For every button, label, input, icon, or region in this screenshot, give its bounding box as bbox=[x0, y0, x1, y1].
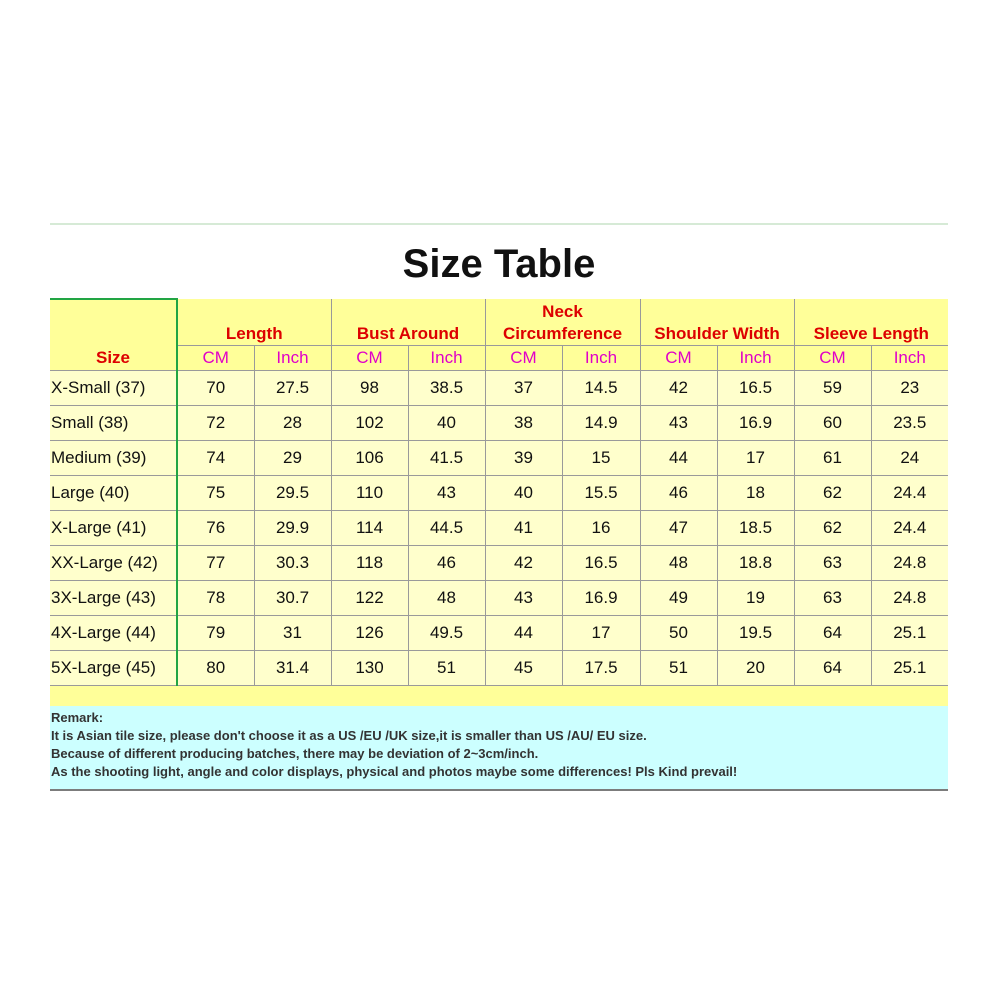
value-cell-bust-around-inch[interactable]: 51 bbox=[408, 651, 485, 686]
group-header-bust-around: Bust Around bbox=[331, 299, 485, 346]
value-cell-length-cm[interactable]: 80 bbox=[177, 651, 254, 686]
value-cell-bust-around-inch[interactable]: 46 bbox=[408, 546, 485, 581]
remark-box bbox=[50, 706, 948, 791]
value-cell-bust-around-inch[interactable]: 48 bbox=[408, 581, 485, 616]
value-cell-shoulder-width-inch[interactable]: 18.5 bbox=[717, 511, 794, 546]
value-cell-shoulder-width-cm[interactable]: 46 bbox=[640, 476, 717, 511]
value-cell-bust-around-inch[interactable]: 40 bbox=[408, 406, 485, 441]
value-cell-shoulder-width-inch[interactable]: 18.8 bbox=[717, 546, 794, 581]
value-cell-bust-around-cm[interactable]: 98 bbox=[331, 371, 408, 406]
value-cell-neck-circumference-cm[interactable]: 44 bbox=[485, 616, 562, 651]
value-cell-shoulder-width-cm[interactable]: 47 bbox=[640, 511, 717, 546]
value-cell-length-inch[interactable]: 31.4 bbox=[254, 651, 331, 686]
top-divider bbox=[50, 223, 948, 225]
value-cell-sleeve-length-inch[interactable]: 24.4 bbox=[871, 476, 948, 511]
value-cell-shoulder-width-inch[interactable]: 20 bbox=[717, 651, 794, 686]
value-cell-neck-circumference-cm[interactable]: 40 bbox=[485, 476, 562, 511]
remark-line: It is Asian tile size, please don't choose it as a US /EU /UK size,it is smaller than US /AU/ EU size. bbox=[51, 728, 647, 743]
remark-line: Because of different producing batches, there may be deviation of 2~3cm/inch. bbox=[51, 746, 539, 761]
value-cell-neck-circumference-inch[interactable]: 15.5 bbox=[562, 476, 640, 511]
table-row bbox=[50, 546, 948, 581]
unit-header-length-cm: CM bbox=[177, 346, 254, 371]
size-cell[interactable]: 4X-Large (44) bbox=[50, 616, 177, 651]
page-title: Size Table bbox=[402, 242, 596, 286]
value-cell-bust-around-cm[interactable]: 122 bbox=[331, 581, 408, 616]
value-cell-bust-around-inch[interactable]: 38.5 bbox=[408, 371, 485, 406]
value-cell-shoulder-width-cm[interactable]: 44 bbox=[640, 441, 717, 476]
group-header-neck-circumference bbox=[485, 299, 640, 346]
value-cell-shoulder-width-cm[interactable]: 49 bbox=[640, 581, 717, 616]
table-row bbox=[50, 616, 948, 651]
unit-header-neck-circumference-cm: CM bbox=[485, 346, 562, 371]
value-cell-bust-around-cm[interactable]: 102 bbox=[331, 406, 408, 441]
value-cell-neck-circumference-inch[interactable]: 14.9 bbox=[562, 406, 640, 441]
value-cell-shoulder-width-cm[interactable]: 48 bbox=[640, 546, 717, 581]
value-cell-sleeve-length-cm[interactable]: 62 bbox=[794, 511, 871, 546]
value-cell-length-cm[interactable]: 74 bbox=[177, 441, 254, 476]
size-cell[interactable]: Large (40) bbox=[50, 476, 177, 511]
value-cell-bust-around-cm[interactable]: 114 bbox=[331, 511, 408, 546]
value-cell-neck-circumference-inch[interactable]: 16 bbox=[562, 511, 640, 546]
value-cell-sleeve-length-cm[interactable]: 61 bbox=[794, 441, 871, 476]
value-cell-bust-around-cm[interactable]: 126 bbox=[331, 616, 408, 651]
group-header-neck-circumference-text: Neck Circumference bbox=[502, 302, 623, 343]
value-cell-shoulder-width-inch[interactable]: 19.5 bbox=[717, 616, 794, 651]
value-cell-sleeve-length-cm[interactable]: 59 bbox=[794, 371, 871, 406]
value-cell-shoulder-width-cm[interactable]: 50 bbox=[640, 616, 717, 651]
value-cell-shoulder-width-cm[interactable]: 43 bbox=[640, 406, 717, 441]
table-row bbox=[50, 371, 948, 406]
value-cell-neck-circumference-inch[interactable]: 15 bbox=[562, 441, 640, 476]
value-cell-length-inch[interactable]: 29.5 bbox=[254, 476, 331, 511]
unit-header-neck-circumference-inch: Inch bbox=[562, 346, 640, 371]
value-cell-bust-around-cm[interactable]: 106 bbox=[331, 441, 408, 476]
unit-header-shoulder-width-cm: CM bbox=[640, 346, 717, 371]
table-row bbox=[50, 581, 948, 616]
value-cell-neck-circumference-inch[interactable]: 16.9 bbox=[562, 581, 640, 616]
table-row bbox=[50, 651, 948, 686]
value-cell-sleeve-length-cm[interactable]: 62 bbox=[794, 476, 871, 511]
header-row-groups bbox=[50, 299, 948, 346]
size-cell[interactable]: 5X-Large (45) bbox=[50, 651, 177, 686]
unit-header-shoulder-width-inch: Inch bbox=[717, 346, 794, 371]
value-cell-sleeve-length-cm[interactable]: 60 bbox=[794, 406, 871, 441]
value-cell-shoulder-width-inch[interactable]: 19 bbox=[717, 581, 794, 616]
value-cell-shoulder-width-inch[interactable]: 16.5 bbox=[717, 371, 794, 406]
value-cell-length-cm[interactable]: 78 bbox=[177, 581, 254, 616]
group-header-sleeve-length: Sleeve Length bbox=[794, 299, 948, 346]
size-table bbox=[50, 298, 948, 706]
value-cell-neck-circumference-cm[interactable]: 42 bbox=[485, 546, 562, 581]
value-cell-length-inch[interactable]: 30.7 bbox=[254, 581, 331, 616]
value-cell-neck-circumference-inch[interactable]: 17.5 bbox=[562, 651, 640, 686]
value-cell-sleeve-length-inch[interactable]: 24 bbox=[871, 441, 948, 476]
size-column-header[interactable]: Size bbox=[50, 299, 177, 371]
value-cell-sleeve-length-inch[interactable]: 24.4 bbox=[871, 511, 948, 546]
value-cell-neck-circumference-inch[interactable]: 14.5 bbox=[562, 371, 640, 406]
value-cell-shoulder-width-cm[interactable]: 42 bbox=[640, 371, 717, 406]
unit-header-bust-around-cm: CM bbox=[331, 346, 408, 371]
value-cell-sleeve-length-cm[interactable]: 63 bbox=[794, 581, 871, 616]
value-cell-neck-circumference-cm[interactable]: 45 bbox=[485, 651, 562, 686]
value-cell-bust-around-inch[interactable]: 49.5 bbox=[408, 616, 485, 651]
size-cell[interactable]: X-Large (41) bbox=[50, 511, 177, 546]
header-row-units bbox=[50, 346, 948, 371]
value-cell-sleeve-length-inch[interactable]: 24.8 bbox=[871, 546, 948, 581]
value-cell-sleeve-length-inch[interactable]: 25.1 bbox=[871, 651, 948, 686]
value-cell-bust-around-inch[interactable]: 41.5 bbox=[408, 441, 485, 476]
value-cell-sleeve-length-inch[interactable]: 23.5 bbox=[871, 406, 948, 441]
size-cell[interactable]: X-Small (37) bbox=[50, 371, 177, 406]
value-cell-bust-around-inch[interactable]: 44.5 bbox=[408, 511, 485, 546]
value-cell-length-inch[interactable]: 29.9 bbox=[254, 511, 331, 546]
unit-header-length-inch: Inch bbox=[254, 346, 331, 371]
group-header-length: Length bbox=[177, 299, 331, 346]
value-cell-shoulder-width-cm[interactable]: 51 bbox=[640, 651, 717, 686]
size-cell[interactable]: XX-Large (42) bbox=[50, 546, 177, 581]
value-cell-neck-circumference-cm[interactable]: 41 bbox=[485, 511, 562, 546]
value-cell-neck-circumference-cm[interactable]: 38 bbox=[485, 406, 562, 441]
value-cell-shoulder-width-inch[interactable]: 18 bbox=[717, 476, 794, 511]
value-cell-bust-around-cm[interactable]: 130 bbox=[331, 651, 408, 686]
value-cell-bust-around-inch[interactable]: 43 bbox=[408, 476, 485, 511]
remark-heading: Remark: bbox=[51, 710, 104, 725]
value-cell-neck-circumference-inch[interactable]: 16.5 bbox=[562, 546, 640, 581]
value-cell-length-cm[interactable]: 79 bbox=[177, 616, 254, 651]
table-row bbox=[50, 406, 948, 441]
value-cell-bust-around-cm[interactable]: 118 bbox=[331, 546, 408, 581]
size-cell[interactable]: 3X-Large (43) bbox=[50, 581, 177, 616]
value-cell-length-inch[interactable]: 30.3 bbox=[254, 546, 331, 581]
value-cell-length-inch[interactable]: 27.5 bbox=[254, 371, 331, 406]
value-cell-bust-around-cm[interactable]: 110 bbox=[331, 476, 408, 511]
unit-header-sleeve-length-inch: Inch bbox=[871, 346, 948, 371]
value-cell-sleeve-length-inch[interactable]: 23 bbox=[871, 371, 948, 406]
size-cell[interactable]: Small (38) bbox=[50, 406, 177, 441]
value-cell-length-cm[interactable]: 75 bbox=[177, 476, 254, 511]
unit-header-sleeve-length-cm: CM bbox=[794, 346, 871, 371]
value-cell-sleeve-length-cm[interactable]: 64 bbox=[794, 616, 871, 651]
value-cell-shoulder-width-inch[interactable]: 16.9 bbox=[717, 406, 794, 441]
value-cell-sleeve-length-inch[interactable]: 24.8 bbox=[871, 581, 948, 616]
value-cell-neck-circumference-cm[interactable]: 43 bbox=[485, 581, 562, 616]
table-row bbox=[50, 511, 948, 546]
value-cell-length-cm[interactable]: 76 bbox=[177, 511, 254, 546]
remark-line: As the shooting light, angle and color displays, physical and photos maybe some differences! Pls Kind prevail! bbox=[51, 764, 738, 779]
value-cell-length-inch[interactable]: 31 bbox=[254, 616, 331, 651]
table-row bbox=[50, 476, 948, 511]
value-cell-shoulder-width-inch[interactable]: 17 bbox=[717, 441, 794, 476]
value-cell-neck-circumference-inch[interactable]: 17 bbox=[562, 616, 640, 651]
spacer-row bbox=[50, 686, 948, 707]
value-cell-length-cm[interactable]: 72 bbox=[177, 406, 254, 441]
size-sheet bbox=[50, 298, 948, 791]
value-cell-length-cm[interactable]: 70 bbox=[177, 371, 254, 406]
size-cell[interactable]: Medium (39) bbox=[50, 441, 177, 476]
value-cell-length-cm[interactable]: 77 bbox=[177, 546, 254, 581]
value-cell-sleeve-length-inch[interactable]: 25.1 bbox=[871, 616, 948, 651]
spacer-cell bbox=[50, 686, 948, 707]
value-cell-sleeve-length-cm[interactable]: 63 bbox=[794, 546, 871, 581]
unit-header-bust-around-inch: Inch bbox=[408, 346, 485, 371]
value-cell-length-inch[interactable]: 28 bbox=[254, 406, 331, 441]
group-header-shoulder-width: Shoulder Width bbox=[640, 299, 794, 346]
value-cell-neck-circumference-cm[interactable]: 39 bbox=[485, 441, 562, 476]
value-cell-neck-circumference-cm[interactable]: 37 bbox=[485, 371, 562, 406]
table-row bbox=[50, 441, 948, 476]
value-cell-sleeve-length-cm[interactable]: 64 bbox=[794, 651, 871, 686]
value-cell-length-inch[interactable]: 29 bbox=[254, 441, 331, 476]
